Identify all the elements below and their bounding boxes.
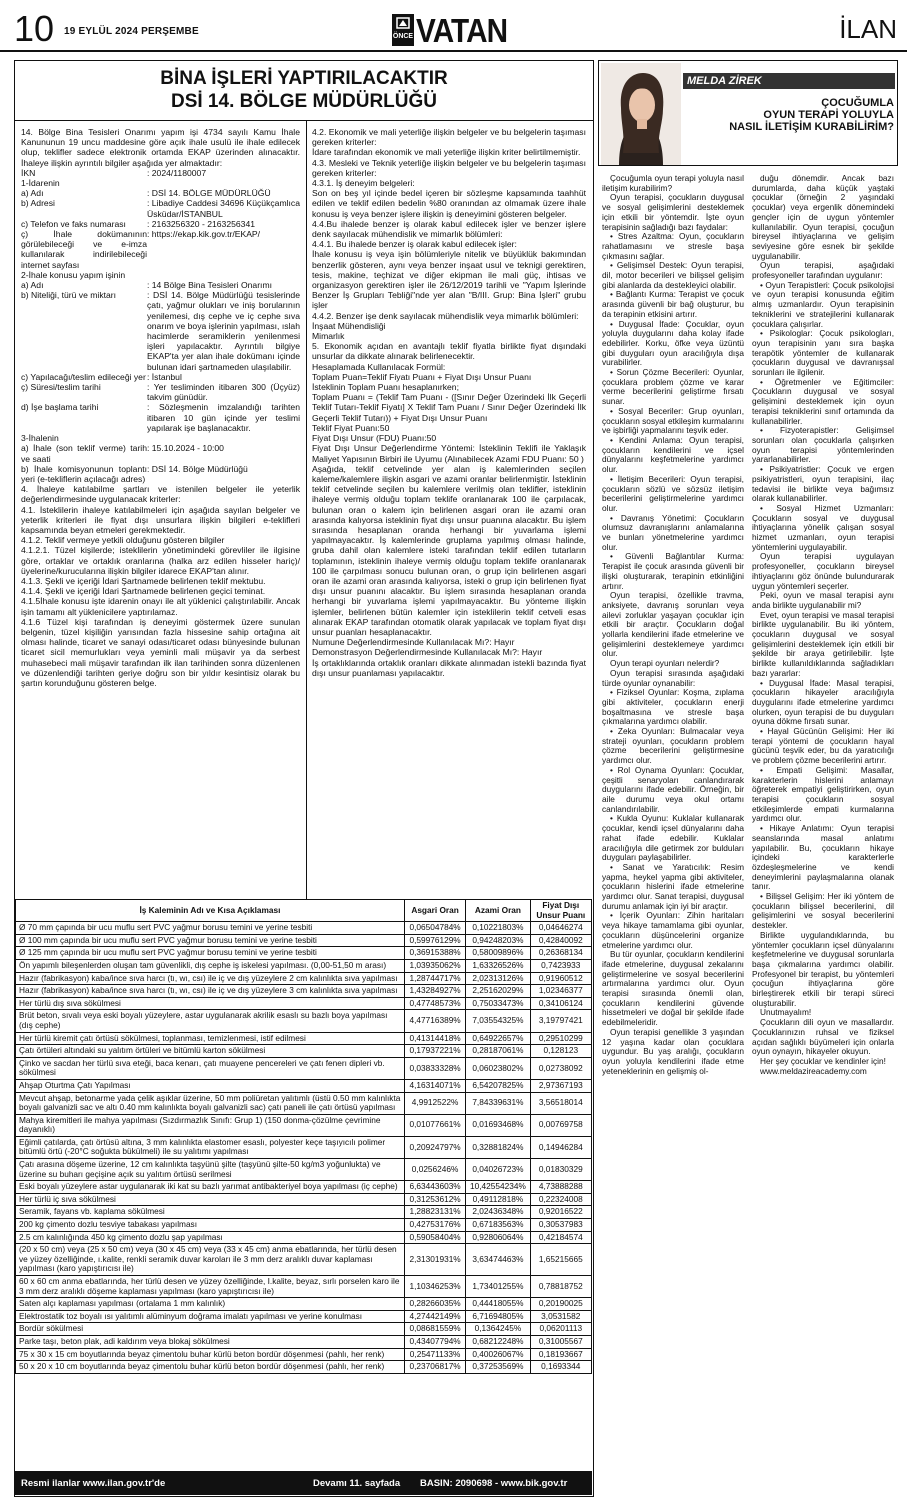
max-ratio-cell: 6,54207825% [466,1079,530,1092]
nitelik-value: : DSİ 14. Bölge Müdürlüğü tesislerinde çatı, yağmur olukları ve iniş borularının yenilemesi, dış cephe ve iç cephe sıva onarım ve boya işlerinin yapılması, ıslah hacimlerde seramiklerin yenilenmesi işleri yapılacaktır. Ayrıntılı bilgiye EKAP'ta yer alan ihale dokümanı içinde bulunan idari şartnameden ulaşılabilir. [147,290,300,372]
min-ratio-cell: 0,59058404% [404,1231,465,1244]
table-row [16,1244,592,1276]
column-title [689,97,894,133]
item-description-cell: Çinko ve sacdan her türlü sıva eteği, baca kenarı, çatı muayene pencereleri ve çatı fenerı dipleri vb. sökülmesi [16,1057,405,1079]
column-paragraph: • Hayal Gücünün Gelişimi: Her iki terapi yöntemi de çocukların hayal gücünü teşvik eder, bu da yaratıcılığı ve problem çözme becerilerini artırır. [752,726,894,766]
score-cell: 0,01830329 [530,1159,591,1181]
internet-value: : https://ekap.kik.gov.tr/EKAP/ [147,229,261,240]
header-cell: Fiyat Dışı Unsur Puanı [530,900,591,922]
table-row [16,1136,592,1158]
logo-badge [392,14,414,46]
komisyon-value: : DSİ 14. Bölge Müdürlüğü [147,463,248,474]
internet-label: ç) İhale dokümanının görülebileceği ve e-imza kullanılarak indirilebileceği internet sayfası [21,229,147,270]
max-ratio-cell: 0,1364245% [466,1323,530,1336]
idare-adres-label: b) Adresi [21,198,55,209]
item-description-cell: Ahşap Oturtma Çatı Yapılması [16,1079,405,1092]
item-description-cell: Saten alçı kaplaması yapılması (ortalama 1 mm kalınlık) [16,1298,405,1311]
ad-body [15,121,592,899]
column-paragraph: • Davranış Yönetimi: Çocukların olumsuz davranışlarını anlamalarına ve bunları yönetmelerine yardımcı olur. [602,512,744,552]
column-paragraph: • Rol Oynama Oyunları: Çocuklar, çeşitli senaryoları canlandırarak duygularını ifade edebilir. Örneğin, bir aile durumu veya okul ortamı canlandırılabilir. [602,764,744,814]
column-paragraph: • İletişim Becerileri: Oyun terapisi, çocukların sözlü ve sözsüz iletişim becerilerini geliştirmelerine yardımcı olur. [602,473,744,513]
is-adi-label: a) Adı [21,280,44,291]
column-paragraph: • Fizyoterapistler: Gelişimsel sorunları olan çocuklarla çalışırken oyun terapisi yöntemlerinden yararlanabilirler. [752,425,894,465]
ad-left-column [21,127,300,688]
table-row [16,1219,592,1232]
item-description-cell: Her türlü kiremit çatı örtüsü sökülmesi, toplanması, temizlenmesi, istif edilmesi [16,1032,405,1045]
idare-adi-row [21,188,300,198]
table-row [16,959,592,972]
table-row [16,1010,592,1032]
max-ratio-cell: 0,04026723% [466,1159,530,1181]
score-cell: 0,22324008 [530,1193,591,1206]
min-ratio-cell: 0,01077661% [404,1114,465,1136]
table-body [16,922,592,1374]
author-name: MELDA ZİREK [683,73,895,89]
score-cell: 4,73888288 [530,1181,591,1194]
criteria-text: 4.2. Ekonomik ve mali yeterliğe ilişkin belgeler ve bu belgelerin taşıması gereken kriterler: İdare tarafından ekonomik ve mali yeterliğe ilişkin kriter belirtilmemiştir. 4.3. Mesleki ve Teknik yeterliğe ilişkin belgeler ve bu belgelerin taşıması gereken kriterler: 4.3.1. İş deneyim belgeleri: Son on beş yıl içinde bedel içeren bir sözleşme kapsamında taahhüt edilen ve teklif edilen bedelin %80 oranından az olmamak üzere ihale konusu iş veya benzer işlere ilişkin iş deneyimini gösteren belgeler. 4.4.Bu ihalede benzer iş olarak kabul edilecek işler ve benzer işlere denk sayılacak mühendislik ve mimarlık bölümleri: 4.4.1. Bu ihalede benzer iş olarak kabul edilecek işler: İhale konusu iş veya işin bölümleriyle nitelik ve büyüklük bakımından benzerlik gösteren, aynı veya benzer inşaat usul ve teknigi gerektiren, tesis, makine, teçhizat ve diğer ekipman ile mali güç, ihtisas ve organizasyon gerektiren işler ile 26/12/2019 tarihli ve "Yapım İşlerinde Benzer İş Grupları Tebliği"nde yer alan "B/III. Grup: Bina İşleri" grubu işler 4.4.2. Benzer işe denk sayılacak mühendislik veya mimarlık bölümleri: İnşaat Mühendisliği Mimarlık 5. Ekonomik açıdan en avantajlı teklif fiyatla birlikte fiyat dışındaki unsurlar da dikkate alınarak belirlenecektir. Hesaplamada Kullanılacak Formül: Toplam Puan=Teklif Fiyatı Puanı + Fiyat Dışı Unsur Puanı İsteklinin Toplam Puanı hesaplanırken; Toplam Puanı = (Teklif Tam Puanı - ([Sınır Değer Üzerindeki İlk Geçerli Teklif Tutarı-Teklif Fiyatı] X Teklif Tam Puanı / Sınır Değer Üzerindeki İlk Geçerli Teklif Tutarı)) + Fiyat Dışı Unsur Puanı Teklif Fiyat Puanı:50 Fiyat Dışı Unsur (FDU) Puanı:50 Fiyat Dışı Unsur Değerlendirme Yöntemi: İsteklinin Teklifi ile Yaklaşık Maliyet Yapısının Birbiri ile Uyumu (Alınabilecek Azami FDU Puanı: 50 ) Aşağıda, teklif cetvelinde yer alan iş kalemlerinden seçilen kaleme/kalemlere ilişkin asgari ve azami oranlar belirlenmiştir. İsteklinin teklif cetvelinde seçilen bu kalemlere verilmiş olan teklifler, isteklinin ihaleye vermiş olduğu toplam teklife oranlanarak 100 ile çarpılacak, bulunan oran o kalem için belirlenen asgari oran ile azami oran arasında kalıyorsa isteklinin fiyat dışı unsur puanına alacaktır. Bu işlem sırasında hesaplanan oranda herhangi bir yuvarlama işlemi yapılmayacaktır. İş kalemlerinde gruplama yapılmış olması halinde, gruba dahil olan kalemlere isteki tarafından teklif edilen tutarların toplamının, isteklinin ihaleye vermiş olduğu toplam teklife oranlanarak 100 ile çarpılması sonucu bulunan oran, o grup için belirlenen asgari oran ile azami oran arasında kalıyorsa, isteki o grup için belirlenen fiyat dışı unsur puanını alacaktır. Bu işlem sırasında hesaplanan oranda herhangi bir yuvarlama işlemi yapılmayacaktır. Bu yönteme ilişkin işlemler, belirlenen bütün kalemler için isteklilerin teklif cetveli esas alınarak EKAP tarafından otomatik olarak yapılacak ve toplam fiyat dışı unsur puanları hesaplanacaktır. Numune Değerlendirmesinde Kullanılacak Mı?: Hayır Demonstrasyon Değerlendirmesinde Kullanılacak Mı?: Hayır İş ortaklıklarında ortaklık oranları dikkate alınmadan istekli bazında fiyat dışı unsur puanlaması yapılacaktır. [312,127,586,678]
table-row [16,1310,592,1323]
column-paragraph: Çocukların dili oyun ve masallardır. Çocuklarınızın ruhsal ve fiziksel açıdan sağlıklı büyümeleri için onlarla oyun oynayın, hikayeler okuyun. [752,1017,894,1057]
table-row [16,1092,592,1114]
column-paragraph: Oyun terapisi, aşağıdaki profesyoneller tarafından uygulanır: [752,260,894,281]
column-paragraph: Oyun terapisi sırasında aşağıdaki türde oyunlar oynanabilir: [602,667,744,688]
score-cell: 3,19797421 [530,1010,591,1032]
table-header-row [16,900,592,922]
max-ratio-cell: 7,03554325% [466,1010,530,1032]
column-paragraph: Çocuğumla oyun terapi yoluyla nasıl iletişim kurabilirim? [602,173,744,193]
item-description-cell: Ø 125 mm çapında bir ucu muflu sert PVC yağmur borusu temini ve yerine tesbiti [16,947,405,960]
table-row [16,1032,592,1045]
table-row [16,934,592,947]
max-ratio-cell: 2,02313126% [466,972,530,985]
max-ratio-cell: 0,10221803% [466,922,530,935]
score-cell: 0,31005567 [530,1335,591,1348]
column-paragraph: • İçerik Oyunları: Zihin haritaları veya hikaye tamamlama gibi oyunlar, çocukların düşüncelerini organize etmelerine yardımcı olur. [602,910,744,950]
column-title-line-3: NASIL İLETİŞİM KURABİLİRİM? [729,121,894,133]
min-ratio-cell: 1,43284927% [404,985,465,998]
column-paragraph: • Güvenli Bağlantılar Kurma: Terapist ile çocuk arasında güvenli bir ilişki oluşturarak, terapinin etkinliğini artırır. [602,551,744,591]
ihale-tarih-label: a) İhale (son teklif verme) tarih ve saati [21,443,147,464]
internet-row [21,229,300,270]
item-description-cell: Çatı arasına döşeme üzerine, 12 cm kalınlıkta taşyünü şilte (taşyünü şilte-50 kg/m3 yoğunlukta) ve üzerine su buharı geçişine açık su yalıtım örtüsü serilmesi [16,1159,405,1181]
score-cell: 0,26368134 [530,947,591,960]
ad-title-line-1: BİNA İŞLERİ YAPTIRILACAKTIR [160,68,448,89]
table-row [16,1045,592,1058]
opinion-column [598,60,898,1497]
score-cell: 0,14946284 [530,1136,591,1158]
teslim-yeri-value: : İstanbul [147,371,182,382]
page-number: 10 [14,8,55,49]
table-row [16,947,592,960]
min-ratio-cell: 1,03935062% [404,959,465,972]
komisyon-row [21,464,300,484]
min-ratio-cell: 0,36915388% [404,947,465,960]
nitelik-row [21,290,300,372]
score-cell: 1,02346377 [530,985,591,998]
baslama-label: d) İşe başlama tarihi [21,402,99,413]
sure-value: : Yer tesliminden itibaren 300 (Üçyüz) takvim günüdür. [147,382,300,403]
table-row [16,1298,592,1311]
score-cell: 0,04646274 [530,922,591,935]
item-description-cell: 2.5 cm kalınlığında 450 kg çimento dozlu şap yapılması [16,1231,405,1244]
item-description-cell: Mevcut ahşap, betonarme yada çelik aşıklar üzerine, 50 mm poliüretan yalıtımlı (üstü 0.50 mm kalınlıkta boyalı galvanizli sac ve altı 0.40 mm kalınlıkta boyalı galvanizli sac) çatı paneli ile çatı örtüsü yapılması [16,1092,405,1114]
min-ratio-cell: 0,0256246% [404,1159,465,1181]
score-cell: 0,128123 [530,1045,591,1058]
item-description-cell: Eğimli çatılarda, çatı örtüsü altına, 3 mm kalınlıkta elastomer esaslı, polyester keçe taşıyıcılı polimer bitümlü örtü (-20°C soğukta bükülmeli) ile su yalıtımı yapılması [16,1136,405,1158]
table-row [16,922,592,935]
score-cell: 0,91960512 [530,972,591,985]
table-row [16,1159,592,1181]
score-cell: 0,42184574 [530,1231,591,1244]
score-cell: 3,0531582 [530,1310,591,1323]
column-paragraph: Oyun terapi oyunları nelerdir? [610,658,720,669]
column-paragraph: • Öğretmenler ve Eğitimciler: Çocukların duygusal ve sosyal gelişimini desteklemek için oyun terapisi tekniklerini sınıf ortamında da kullanabilirler. [752,376,894,426]
baslama-row [21,402,300,433]
min-ratio-cell: 0,41314418% [404,1032,465,1045]
intro-paragraph: 14. Bölge Bina Tesisleri Onarımı yapım işi 4734 sayılı Kamu İhale Kanununun 19 uncu maddesine göre açık ihale usulü ile ihale edilecek olup, teklifler sadece elektronik ortamda EKAP üzerinden alınacaktır. İhaleye ilişkin ayrıntılı bilgiler aşağıda yer almaktadır: [21,127,300,168]
item-description-cell: Çatı örtüleri altındaki su yalıtım örtüleri ve bitümlü karton sökülmesi [16,1045,405,1058]
telefon-label: c) Telefon ve faks numarası [21,218,126,229]
footer-left: Resmi ilanlar www.ilan.gov.tr'de [21,1478,166,1489]
idare-adi-value: : DSİ 14. BÖLGE MÜDÜRLÜĞÜ [147,188,271,199]
section-2-heading: 2-İhale konusu yapım işinin [21,269,126,280]
item-description-cell: Her türlü iç sıva sökülmesi [16,1193,405,1206]
item-description-cell: Eski boyalı yüzeylere astar uygulanarak iki kat su bazlı yarımat antibakteriyel boya yapılması (iç cephe) [16,1181,405,1194]
score-cell: 1,65215665 [530,1244,591,1276]
telefon-value: : 2163256320 - 2163256341 [147,218,256,229]
max-ratio-cell: 6,71694805% [466,1310,530,1323]
max-ratio-cell: 0,32881824% [466,1136,530,1158]
column-paragraph: • Hikaye Anlatımı: Oyun terapisi seanslarında masal anlatımı yapılabilir. Bu, çocukların hikaye içindeki karakterlerle özdeşleşmelerine ve kendi deneyimlerini paylaşmalarına olanak tanır. [752,823,894,892]
column-paragraph: duğu dönemdir. Ancak bazı durumlarda, daha küçük yaştaki çocuklar (örneğin 2 yaşındaki çocuklar) veya ergenlik dönemindeki gençler için de uygun yöntemler kullanılabilir. Oyun terapisi, çocuğun bireysel ihtiyaçlarına ve gelişim seviyesine göre esnek bir şekilde uygulanabilir. [752,173,894,261]
max-ratio-cell: 1,63326526% [466,959,530,972]
column-paragraph: • Bağlantı Kurma: Terapist ve çocuk arasında güvenli bir bağ oluşturur, bu da terapinin etkisini artırır. [602,289,744,319]
table-row [16,997,592,1010]
column-paragraph: • Sanat ve Yaratıcılık: Resim yapma, heykel yapma gibi aktiviteler, çocukların hislerini ifade etmelerine yardımcı olur. Sanat terapisi, duygusal durumu anlamak için iyi bir araçtır. [602,861,744,911]
min-ratio-cell: 0,06504784% [404,922,465,935]
column-paragraph: Unutmayalım! [760,1007,812,1018]
page-header [0,0,907,52]
table-row [16,1231,592,1244]
table-row [16,1057,592,1079]
column-paragraph: Oyun terapisi, çocukların duygusal ve sosyal gelişimlerini desteklemek için etkili bir yöntemdir. İşte oyun terapisinin sağladığı bazı faydalar: [602,192,744,232]
min-ratio-cell: 1,28744717% [404,972,465,985]
table-row [16,1181,592,1194]
min-ratio-cell: 4,47716389% [404,1010,465,1032]
max-ratio-cell: 0,75033473% [466,997,530,1010]
column-paragraph: • Duygusal İfade: Masal terapisi, çocukların hikayeler aracılığıyla duygularını ifade etmelerine yardımcı olurken, oyun terapisi de bu duyguları oyuna dökme fırsatı sunar. [752,677,894,727]
ratio-table [15,899,592,1374]
score-cell: 0,78818752 [530,1276,591,1298]
column-paragraph: Evet, oyun terapisi ve masal terapisi birlikte uygulanabilir. Bu iki yöntem, çocukların duygusal ve sosyal gelişimlerini desteklemek için etkili bir şekilde bir araya getirilebilir. İşte birlikte kullanıldıklarında sağladıkları bazı yararlar: [752,609,894,678]
idare-adi-label: a) Adı [21,188,44,199]
score-cell: 0,92016522 [530,1206,591,1219]
table-row [16,1193,592,1206]
item-description-cell: Bordür sökülmesi [16,1323,405,1336]
score-cell: 2,97367193 [530,1079,591,1092]
min-ratio-cell: 0,42753176% [404,1219,465,1232]
max-ratio-cell: 0,49112818% [466,1193,530,1206]
item-description-cell: (20 x 50 cm) veya (25 x 50 cm) veya (30 x 45 cm) veya (33 x 45 cm) anma ebatlarında, her türlü desen ve yüzey özelliğinde, ı.kalite, renkli seramik duvar karoları ile 3 mm derz aralıklı duvar kaplaması yapılması (karo yapıştırıcısı ile) [16,1244,405,1276]
author-portrait-icon [601,63,681,165]
logo-name: VATAN [416,12,508,49]
footer-press: BASIN: 2090698 - www.bik.gov.tr [420,1478,568,1489]
ihale-tarih-row [21,443,300,463]
score-cell: 0,42840092 [530,934,591,947]
table-row [16,985,592,998]
max-ratio-cell: 1,73401255% [466,1276,530,1298]
column-paragraph: Oyun terapisi uygulayan profesyoneller, çocukların bireysel ihtiyaçlarını göz önünde bulundurarak uygun yöntemleri seçerler. [752,551,894,591]
score-cell: 0,02738092 [530,1057,591,1079]
min-ratio-cell: 4,9912522% [404,1092,465,1114]
min-ratio-cell: 0,59976129% [404,934,465,947]
ad-footer [15,1471,592,1495]
column-paragraph: Birlikte uygulandıklarında, bu yöntemler çocukların içsel dünyalarını keşfetmelerine ve duygusal sorunlarla başa çıkmalarına yardımcı olabilir. Profesyonel bir terapist, bu yöntemleri çocuğun ihtiyaçlarına göre birleştirerek etkili bir terapi süreci oluşturabilir. [752,929,894,1008]
idare-adres-value: : Libadiye Caddesi 34696 Küçükçamlıca Üsküdar/İSTANBUL [147,198,300,219]
max-ratio-cell: 0,28187061% [466,1045,530,1058]
column-paragraph: Peki, oyun ve masal terapisi aynı anda birlikte uygulanabilir mi? [752,590,894,610]
min-ratio-cell: 1,28823131% [404,1206,465,1219]
ad-right-column [312,127,586,678]
column-paragraph: • Stres Azaltma: Oyun, çocukların rahatlamasını ve stresle başa çıkmasını sağlar. [602,231,744,261]
min-ratio-cell: 0,25471133% [404,1348,465,1361]
sure-label: ç) Süresi/teslim tarihi [21,382,101,393]
max-ratio-cell: 0,01693468% [466,1114,530,1136]
column-paragraph: • Sorun Çözme Becerileri: Oyunlar, çocuklara problem çözme ve karar verme becerilerini geliştirme fırsatı sunar. [602,367,744,407]
table-row [16,1079,592,1092]
min-ratio-cell: 0,28266035% [404,1298,465,1311]
score-cell: 0,7423933 [530,959,591,972]
footer-continued: Devamı 11. sayfada [313,1478,401,1489]
column-paragraph: • Duygusal İfade: Çocuklar, oyun yoluyla duygularını daha kolay ifade edebilirler. Korku, öfke veya üzüntü gibi duyguları oyun aracılığıyla dışa vurabilirler. [602,318,744,368]
section-name: İLAN [839,14,897,44]
column-paragraph: • Sosyal Beceriler: Grup oyunları, çocukların sosyal etkileşim kurmalarını ve işbirliği yapmalarını teşvik eder. [602,405,745,436]
column-text-right [752,174,894,1076]
min-ratio-cell: 0,23706817% [404,1361,465,1374]
column-header [598,60,898,166]
column-paragraph: Oyun terapisi genellikle 3 yaşından 12 yaşına kadar olan çocuklara uygundur. Bu yaş aralığı, çocukların oyun yoluyla kendilerini ifade etme yeteneklerinin en gelişmiş ol- [602,1026,744,1076]
tender-ad [14,60,594,1497]
max-ratio-cell: 0,94248203% [466,934,530,947]
min-ratio-cell: 0,03833328% [404,1057,465,1079]
max-ratio-cell: 0,58009896% [466,947,530,960]
score-cell: 0,20190025 [530,1298,591,1311]
newspaper-logo [392,12,516,49]
table-row [16,972,592,985]
max-ratio-cell: 7,84339631% [466,1092,530,1114]
max-ratio-cell: 2,25162029% [466,985,530,998]
item-description-cell: 200 kg çimento dozlu tesviye tabakası yapılması [16,1219,405,1232]
item-description-cell: Ø 70 mm çapında bir ucu muflu sert PVC yağmur borusu temini ve yerine tesbiti [16,922,405,935]
max-ratio-cell: 0,64922657% [466,1032,530,1045]
column-paragraph: Bu tür oyunlar, çocukların kendilerini ifade etmelerine, duygusal zekalarını geliştirmelerine ve sosyal becerilerini artırmalarına yardımcı olur. Oyun terapisi sırasında önemli olan, çocukların kendilerini güvende hissetmeleri ve doğal bir şekilde ifade edebilmeleridir. [602,949,744,1028]
issue-date: 19 EYLÜL 2024 PERŞEMBE [64,26,199,37]
table-row [16,1323,592,1336]
ikn-row [21,168,300,178]
column-paragraph: • Empati Gelişimi: Masallar, karakterlerin hislerini anlamayı öğreterek empatiyi geliştirirken, oyun terapisi çocukların sosyal etkileşimlerde empati kurmalarına yardımcı olur. [752,764,894,824]
section-3-heading: 3-İhalenin [21,433,59,444]
idare-adres-row [21,198,300,218]
max-ratio-cell: 0,67183563% [466,1219,530,1232]
item-description-cell: 60 x 60 cm anma ebatlarında, her türlü desen ve yüzey özelliğinde, I.kalite, beyaz, sırlı porselen karo ile 3 mm derz aralıklı döşeme kaplaması yapılması (karo yapıştırıcısı ile) [16,1276,405,1298]
table-row [16,1348,592,1361]
score-cell: 3,56518014 [530,1092,591,1114]
header-cell: Azami Oran [466,900,530,922]
sure-row [21,382,300,402]
ad-title-line-2: DSİ 14. BÖLGE MÜDÜRLÜĞÜ [170,91,438,112]
score-cell: 0,30537983 [530,1219,591,1232]
column-paragraph: • Kukla Oyunu: Kuklalar kullanarak çocuklar, kendi içsel dünyalarını daha rahat ifade edebilir. Kuklalar aracılığıyla dile getirmek zor bulduları duyguları paylaşabilirler. [602,813,744,863]
column-paragraph: Her şey çocuklar ve kendinler için! [760,1055,886,1066]
item-description-cell: Hazır (fabrikasyon) kaba/ince sıva harcı (tı, wı, csı) ile iç ve dış yüzeylere 2 cm kalınlıkta sıva yapılması [16,972,405,985]
min-ratio-cell: 1,10346253% [404,1276,465,1298]
conditions-text: 4. İhaleye katılabilme şartları ve istenilen belgeler ile yeterlik değerlendirmesinde uygulanacak kriterler: 4.1. İsteklilerin ihaleye katılabilmeleri için aşağıda sayılan belgeler ve yeterlik kriterleri ile fiyat dışı unsurlara ilişkin bilgileri e-teklifleri kapsamında beyan etmeleri gerekmektedir. 4.1.2. Teklif vermeye yetkili olduğunu gösteren bilgiler 4.1.2.1. Tüzel kişilerde; isteklilerin yönetimindeki görevliler ile ilgisine göre, ortaklar ve ortaklık oranlarına (halka arz edilen hisseler hariç)/üyelerine/kurucularına ilişkin bilgiler idarece EKAP'tan alınır. 4.1.3. Şekli ve içeriği İdari Şartnamede belirlenen teklif mektubu. 4.1.4. Şekli ve içeriği İdari Şartnamede belirlenen geçici teminat. 4.1.5İhale konusu işte idarenin onayı ile alt yüklenici çalıştırılabilir. Ancak işin tamamı alt yüklenicilere yaptırılamaz. 4.1.6 Tüzel kişi tarafından iş deneyimi göstermek üzere sunulan belgenin, tüzel kişiliğin yarısından fazla hissesine sahip ortağına ait olması halinde, ticaret ve sanayi odası/ticaret odası bünyesinde bulunan ticaret sicil memurlukları veya yeminli mali müşavir ya da serbest muhasebeci mali müşavir tarafından ilk ilan tarihinden sonra düzenlenen ve düzenlendiği tarihten geriye doğru son bir yıldır kesintisiz olarak bu şartın korunduğunu gösteren belge. [21,484,300,688]
column-paragraph: • Oyun Terapistleri: Çocuk psikolojisi ve oyun terapisi konusunda eğitim almış uzmanlardır. Oyun terapisinin tekniklerini ve stratejilerini kullanarak çocuklara çalışırlar. [752,279,894,329]
column-paragraph: • Psikiyatristler: Çocuk ve ergen psikiyatristleri, oyun terapisini, ilaç tedavisi ile birlikte veya bağımsız olarak kullanabilirler. [752,464,894,504]
min-ratio-cell: 0,43407794% [404,1335,465,1348]
logo-badge-text: ÖNCE [392,33,414,40]
max-ratio-cell: 10,42554234% [466,1181,530,1194]
logo-mark-icon [396,17,410,29]
column-paragraph: • Psikologlar: Çocuk psikologları, oyun terapisinin yanı sıra başka terapötik yöntemler de kullanarak çocukların duygusal ve davranışsal sorunları ile ilgilenir. [752,328,894,378]
section-1-heading: 1-İdarenin [21,178,60,189]
score-cell: 0,18193667 [530,1348,591,1361]
column-title-line-1: ÇOCUĞUMLA [821,97,894,109]
column-paragraph: • Gelişimsel Destek: Oyun terapisi, dil, motor becerileri ve bilişsel gelişim gibi alanlarda da destekleyici olabilir. [602,260,744,290]
min-ratio-cell: 0,08681559% [404,1323,465,1336]
column-paragraph: • Fiziksel Oyunlar: Koşma, zıplama gibi aktiviteler, çocukların enerji boşaltmasına ve stresle başa çıkmalarına yardımcı olabilir. [602,687,744,727]
teslim-yeri-label: c) Yapılacağı/teslim edileceği yer [21,371,146,382]
min-ratio-cell: 0,31253612% [404,1193,465,1206]
score-cell: 0,34106124 [530,997,591,1010]
column-paragraph: www.meldazireacademy.com [760,1065,867,1076]
max-ratio-cell: 2,02436348% [466,1206,530,1219]
table-row [16,1276,592,1298]
item-description-cell: Her türlü dış sıva sökülmesi [16,997,405,1010]
author-photo [601,63,681,165]
komisyon-label: b) İhale komisyonunun toplantı yeri (e-tekliflerin açılacağı adres) [21,463,147,484]
item-description-cell: Hazır (fabrikasyon) kaba/ince sıva harcı (tı, wı, csı) ile iç ve dış yüzeylere 3 cm kalınlıkta sıva yapılması [16,985,405,998]
ad-title [15,61,593,121]
teslim-yeri-row [21,372,300,382]
header-cell: Asgari Oran [404,900,465,922]
nitelik-label: b) Niteliği, türü ve miktarı [21,290,117,301]
item-description-cell: Elektrostatik toz boyalı ısı yalıtımlı alüminyum doğrama imalatı yapılması ve yerine konulması [16,1310,405,1323]
table-row [16,1335,592,1348]
column-text-left [602,174,744,1076]
is-adi-value: : 14 Bölge Bina Tesisleri Onarımı [147,280,272,291]
score-cell: 0,1693344 [530,1361,591,1374]
column-title-line-2: OYUN TERAPİ YOLUYLA [763,109,894,121]
min-ratio-cell: 2,31301931% [404,1244,465,1276]
baslama-value: : Sözleşmenin imzalandığı tarihten itibaren 10 gün içinde yer teslimi yapılarak işe başlanacaktır. [147,402,300,433]
max-ratio-cell: 0,37253569% [466,1361,530,1374]
telefon-row [21,219,300,229]
max-ratio-cell: 3,63474463% [466,1244,530,1276]
ihale-tarih-value: : 15.10.2024 - 10:00 [147,443,224,454]
ikn-value: : 2024/1180007 [147,167,207,178]
item-description-cell: Ø 100 mm çapında bir ucu muflu sert PVC yağmur borusu temini ve yerine tesbiti [16,934,405,947]
max-ratio-cell: 0,06023802% [466,1057,530,1079]
score-cell: 0,29510299 [530,1032,591,1045]
table-row [16,1206,592,1219]
max-ratio-cell: 0,92806064% [466,1231,530,1244]
header-cell: İş Kaleminin Adı ve Kısa Açıklaması [16,900,405,922]
max-ratio-cell: 0,68212248% [466,1335,530,1348]
min-ratio-cell: 4,16314071% [404,1079,465,1092]
score-cell: 0,06201113 [530,1323,591,1336]
is-adi-row [21,280,300,290]
item-description-cell: 75 x 30 x 15 cm boyutlarında beyaz çimentolu buhar kürlü beton bordür döşenmesi (pahlı, her renk) [16,1348,405,1361]
item-description-cell: Brüt beton, sıvalı veya eski boyalı yüzeylere, astar uygulanarak akrilik esaslı su bazlı boya yapılması (dış cephe) [16,1010,405,1032]
score-cell: 0,00769758 [530,1114,591,1136]
max-ratio-cell: 0,40026067% [466,1348,530,1361]
min-ratio-cell: 4,27442149% [404,1310,465,1323]
min-ratio-cell: 0,20924797% [404,1136,465,1158]
item-description-cell: Seramik, fayans vb. kaplama sökülmesi [16,1206,405,1219]
column-paragraph: • Kendini Anlama: Oyun terapisi, çocukların kendilerini ve içsel dünyalarını keşfetmelerine yardımcı olur. [602,434,744,475]
column-paragraph: • Sosyal Hizmet Uzmanları: Çocukların sosyal ve duygusal ihtiyaçlarına yönelik çalışan sosyal hizmet uzmanları, oyun terapisi yöntemlerini uygulayabilir. [752,502,894,552]
min-ratio-cell: 0,17937221% [404,1045,465,1058]
table-row [16,1114,592,1136]
item-description-cell: Parke taşı, beton plak, adi kaldırım veya blokaj sökülmesi [16,1335,405,1348]
column-paragraph: • Bilişsel Gelişim: Her iki yöntem de çocukların bilişsel becerilerini, dil gelişimlerini ve sosyal becerilerini destekler. [752,891,894,931]
max-ratio-cell: 0,44418055% [466,1298,530,1311]
min-ratio-cell: 6,63443603% [404,1181,465,1194]
min-ratio-cell: 0,47748573% [404,997,465,1010]
item-description-cell: Ön yapımlı bileşenlerden oluşan tam güvenlikli, dış cephe iş iskelesi yapılması. (0,00-51,50 m arası) [16,959,405,972]
column-divider [306,121,307,899]
column-paragraph: • Zeka Oyunları: Bulmacalar veya strateji oyunları, çocukların problem çözme becerilerini geliştirmesine yardımcı olur. [602,726,744,766]
ikn-label: İKN [21,167,36,178]
item-description-cell: 50 x 20 x 10 cm boyutlarında beyaz çimentolu buhar kürlü beton bordür döşenmesi (pahlı, her renk) [16,1361,405,1374]
column-paragraph: Oyun terapisi, özellikle travma, anksiyete, davranış sorunları veya ailevi zorluklar yaşayan çocuklar için etkili bir araçtır. Çocukların doğal yollarla kendilerini ifade etmelerine ve gelişimlerini desteklemeye yardımcı olur. [602,590,744,659]
table-row [16,1361,592,1374]
item-description-cell: Mahya kiremitleri ile mahya yapılması (Sızdırmazlık Sınıfı: Grup 1) (150 donma-çözülme çevrimine dayanıklı) [16,1114,405,1136]
